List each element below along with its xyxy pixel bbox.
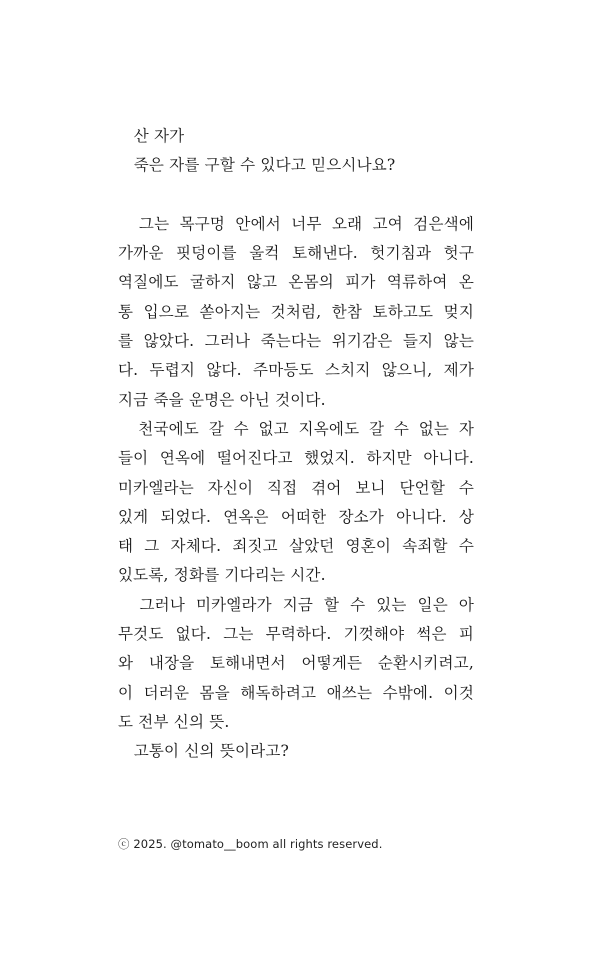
text-line: 역질에도 굴하지 않고 온몸의 피가 역류하여 온 <box>118 273 474 292</box>
text-line: 산 자가 <box>118 127 185 145</box>
blank-line <box>118 181 474 210</box>
text-line: 이 더러운 몸을 해독하려고 애쓰는 수밖에. 이것 <box>118 683 474 702</box>
text-line: 있도록, 정화를 기다리는 시간. <box>118 566 326 585</box>
text-line: 그는 목구멍 안에서 너무 오래 고여 검은색에 <box>118 214 474 233</box>
text-line: 통 입으로 쏟아지는 것처럼, 한참 토하고도 멎지 <box>118 302 474 321</box>
text-line: 고통이 신의 뜻이라고? <box>118 742 290 761</box>
text-line: 가까운 핏덩이를 울컥 토해낸다. 헛기침과 헛구 <box>118 244 474 263</box>
text-line: 죽은 자를 구할 수 있다고 믿으시나요? <box>118 156 396 175</box>
text-line: 천국에도 갈 수 없고 지옥에도 갈 수 없는 자 <box>118 419 474 438</box>
text-line: 무것도 없다. 그는 무력하다. 기껏해야 썩은 피 <box>118 625 474 644</box>
text-line: 와 내장을 토해내면서 어떻게든 순환시키려고, <box>118 654 474 673</box>
text-line: 있게 되었다. 연옥은 어떠한 장소가 아니다. 상 <box>118 507 474 526</box>
text-line: 들이 연옥에 떨어진다고 했었지. 하지만 아니다. <box>118 449 474 468</box>
text-line: 지금 죽을 운명은 아닌 것이다. <box>118 390 326 409</box>
text-line: 미카엘라는 자신이 직접 겪어 보니 단언할 수 <box>118 478 474 497</box>
text-line: 도 전부 신의 뜻. <box>118 712 230 731</box>
copyright-notice: ⓒ 2025. @tomato__boom all rights reserved. <box>118 837 383 851</box>
book-page-body <box>118 122 474 767</box>
text-line: 그러나 미카엘라가 지금 할 수 있는 일은 아 <box>118 595 474 614</box>
text-line: 를 않았다. 그러나 죽는다는 위기감은 들지 않는 <box>118 332 474 351</box>
text-line: 태 그 자체다. 죄짓고 살았던 영혼이 속죄할 수 <box>118 537 474 556</box>
text-line: 다. 두렵지 않다. 주마등도 스치지 않으니, 제가 <box>118 361 474 380</box>
